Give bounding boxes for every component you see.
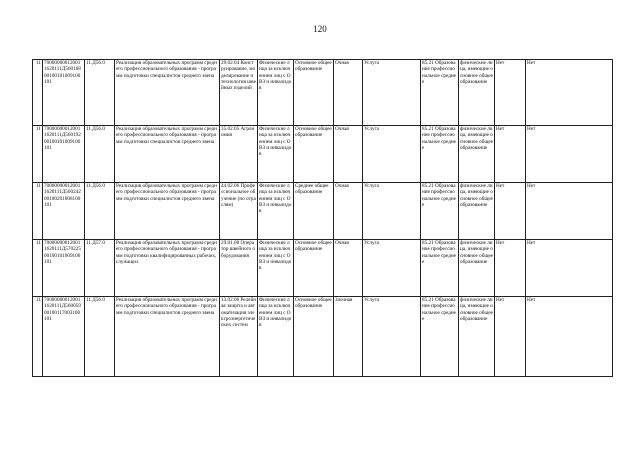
cell-specialty: 35.02.05 Агрономия <box>220 126 258 183</box>
cell-program: Реализация образовательных программ среднего профессионального образования - программ подготовки специалистов среднего звена <box>115 183 220 240</box>
cell-type: Услуга <box>363 183 421 240</box>
services-table <box>32 59 613 377</box>
cell-consumers: физические лица, имеющие основное общее образование <box>459 126 495 183</box>
cell-base: Основное общее образование <box>294 297 334 377</box>
cell-kind: 11.Д56.0 <box>85 126 115 183</box>
cell-code: 70000000012001 1620111Д560242 00100201008100 101 <box>43 183 85 240</box>
table-row <box>33 183 613 240</box>
cell-num: 11 <box>33 240 43 297</box>
cell-category: Физические лица за исключением лиц с ОВЗ и инвалидов <box>258 126 294 183</box>
cell-category: Физические лица за исключением лиц с ОВЗ и инвалидов <box>258 297 294 377</box>
cell-code: 70000000012001 1620111Д560192 00100101009100 101 <box>43 126 85 183</box>
cell-type: Услуга <box>363 60 421 126</box>
cell-yes1: Нет <box>495 126 526 183</box>
cell-category: Физические лица за исключением лиц с ОВЗ и инвалидов <box>258 183 294 240</box>
cell-okved: 85.21 Образование профессиональное среднее <box>421 60 459 126</box>
table-row <box>33 126 613 183</box>
table-row <box>33 240 613 297</box>
cell-program: Реализация образовательных программ среднего профессионального образования - программ подготовки квалифицированных рабочих, служащих <box>115 240 220 297</box>
cell-program: Реализация образовательных программ среднего профессионального образования - программ подготовки специалистов среднего звена <box>115 126 220 183</box>
cell-specialty: 44.02.06 Профессиональное обучение (по отраслям) <box>220 183 258 240</box>
cell-program: Реализация образовательных программ среднего профессионального образования - программ подготовки специалистов среднего звена <box>115 60 220 126</box>
cell-num: 11 <box>33 60 43 126</box>
cell-form: Очная <box>334 240 363 297</box>
cell-base: Основное общее образование <box>294 60 334 126</box>
cell-type: Услуга <box>363 126 421 183</box>
cell-num: 11 <box>33 183 43 240</box>
cell-base: Среднее общее образование <box>294 183 334 240</box>
cell-kind: 11.Д56.0 <box>85 60 115 126</box>
cell-yes2: Нет <box>526 297 613 377</box>
cell-form: Очная <box>334 60 363 126</box>
cell-category: Физические лица за исключением лиц с ОВЗ и инвалидов <box>258 240 294 297</box>
cell-kind: 11.Д57.0 <box>85 240 115 297</box>
cell-base: Основное общее образование <box>294 126 334 183</box>
table-row <box>33 60 613 126</box>
cell-consumers: физические лица, имеющие основное общее образование <box>459 297 495 377</box>
table-body <box>33 60 613 377</box>
page-number: 120 <box>313 24 327 34</box>
cell-consumers: физические лица, имеющие основное общее образование <box>459 60 495 126</box>
cell-consumers: физические лица, имеющие основное общее образование <box>459 183 495 240</box>
cell-form: Очная <box>334 126 363 183</box>
cell-yes2: Нет <box>526 183 613 240</box>
cell-okved: 85.21 Образование профессиональное среднее <box>421 183 459 240</box>
cell-type: Услуга <box>363 297 421 377</box>
cell-code: 70000000012001 1620111Д570225 00100101009100 101 <box>43 240 85 297</box>
cell-specialty: 29.02.04 Конструирование, моделирование и технология швейных изделий <box>220 60 258 126</box>
cell-okved: 85.21 Образование профессиональное среднее <box>421 297 459 377</box>
cell-yes1: Нет <box>495 240 526 297</box>
cell-specialty: 13.02.06 Релейная защита и автоматизация электроэнергетических систем <box>220 297 258 377</box>
cell-kind: 11.Д56.0 <box>85 297 115 377</box>
cell-kind: 11.Д56.0 <box>85 183 115 240</box>
cell-code: 70000000012001 1620111Д560168 00100101009100 101 <box>43 60 85 126</box>
cell-yes1: Нет <box>495 297 526 377</box>
cell-yes2: Нет <box>526 240 613 297</box>
cell-type: Услуга <box>363 240 421 297</box>
cell-okved: 85.21 Образование профессиональное среднее <box>421 240 459 297</box>
cell-num: 11 <box>33 297 43 377</box>
cell-base: Основное общее образование <box>294 240 334 297</box>
cell-consumers: физические лица, имеющие основное общее образование <box>459 240 495 297</box>
cell-yes1: Нет <box>495 183 526 240</box>
cell-program: Реализация образовательных программ среднего профессионального образования - программ подготовки специалистов среднего звена <box>115 297 220 377</box>
cell-okved: 85.21 Образование профессиональное среднее <box>421 126 459 183</box>
cell-yes2: Нет <box>526 126 613 183</box>
cell-num: 11 <box>33 126 43 183</box>
cell-form: Заочная <box>334 297 363 377</box>
cell-yes1: Нет <box>495 60 526 126</box>
cell-code: 70000000012001 1620111Д560059 00100117003100 101 <box>43 297 85 377</box>
cell-specialty: 29.01.08 Оператор швейного оборудования <box>220 240 258 297</box>
table-row <box>33 297 613 377</box>
cell-yes2: Нет <box>526 60 613 126</box>
cell-category: Физические лица за исключением лиц с ОВЗ и инвалидов <box>258 60 294 126</box>
cell-form: Очная <box>334 183 363 240</box>
